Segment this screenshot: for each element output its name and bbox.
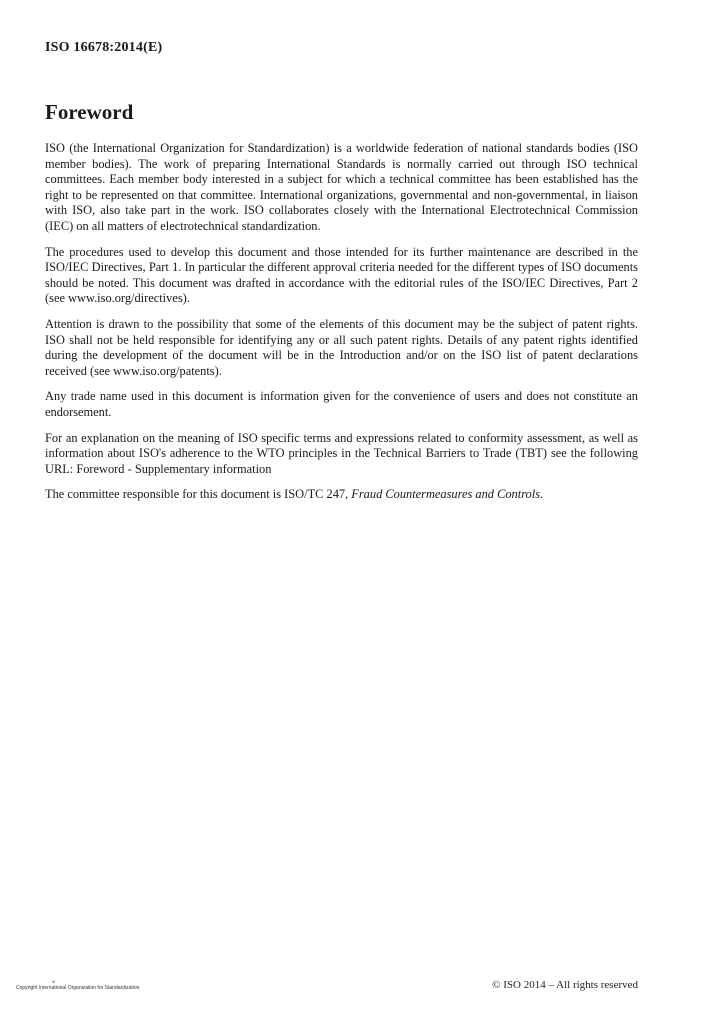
paragraph-patent-rights: Attention is drawn to the possibility that some of the elements of this document may be the subject of patent rights. ISO shall not be held responsible for identifying any or all such patent rights. Details of any patent rights identified during the development of the document will be in the Introduction and/or on the ISO list of patent declarations received (see www.iso.org/patents). <box>45 316 638 378</box>
paragraph-iso-overview: ISO (the International Organization for Standardization) is a worldwide federation of national standards bodies (ISO member bodies). The work of preparing International Standards is normally carried out through ISO technical committees. Each member body interested in a subject for which a technical committee has been established has the right to be represented on that committee. International organizations, governmental and non-governmental, in liaison with ISO, also take part in the work. ISO collaborates closely with the International Electrotechnical Commission (IEC) on all matters of electrotechnical standardization. <box>45 141 638 233</box>
page-title: Foreword <box>45 100 134 124</box>
watermark-mark: iii <box>52 979 55 984</box>
committee-text: The committee responsible for this document is ISO/TC 247, <box>45 487 352 502</box>
committee-title: Fraud Countermeasures and Controls <box>351 487 541 502</box>
watermark-text: Copyright International Organization for Standardization <box>16 985 140 991</box>
paragraph-procedures: The procedures used to develop this document and those intended for its further maintenance are described in the ISO/IEC Directives, Part 1. In particular the different approval criteria needed for the different types of ISO documents should be noted. This document was drafted in accordance with the editorial rules of the ISO/IEC Directives, Part 2 (see www.iso.org/directives). <box>45 244 638 306</box>
committee-period: . <box>540 487 544 502</box>
paragraph-committee <box>45 487 638 503</box>
paragraph-conformity-assessment: For an explanation on the meaning of ISO specific terms and expressions related to conformity assessment, as well as information about ISO's adherence to the WTO principles in the Technical Barriers to Trade (TBT) see the following URL: Foreword - Supplementary information <box>45 430 638 476</box>
copyright-notice: © ISO 2014 – All rights reserved <box>492 979 638 991</box>
copyright-watermark <box>16 979 139 991</box>
document-identifier: ISO 16678:2014(E) <box>45 40 163 55</box>
foreword-body <box>45 141 638 513</box>
paragraph-trade-names: Any trade name used in this document is information given for the convenience of users and does not constitute an endorsement. <box>45 389 638 419</box>
